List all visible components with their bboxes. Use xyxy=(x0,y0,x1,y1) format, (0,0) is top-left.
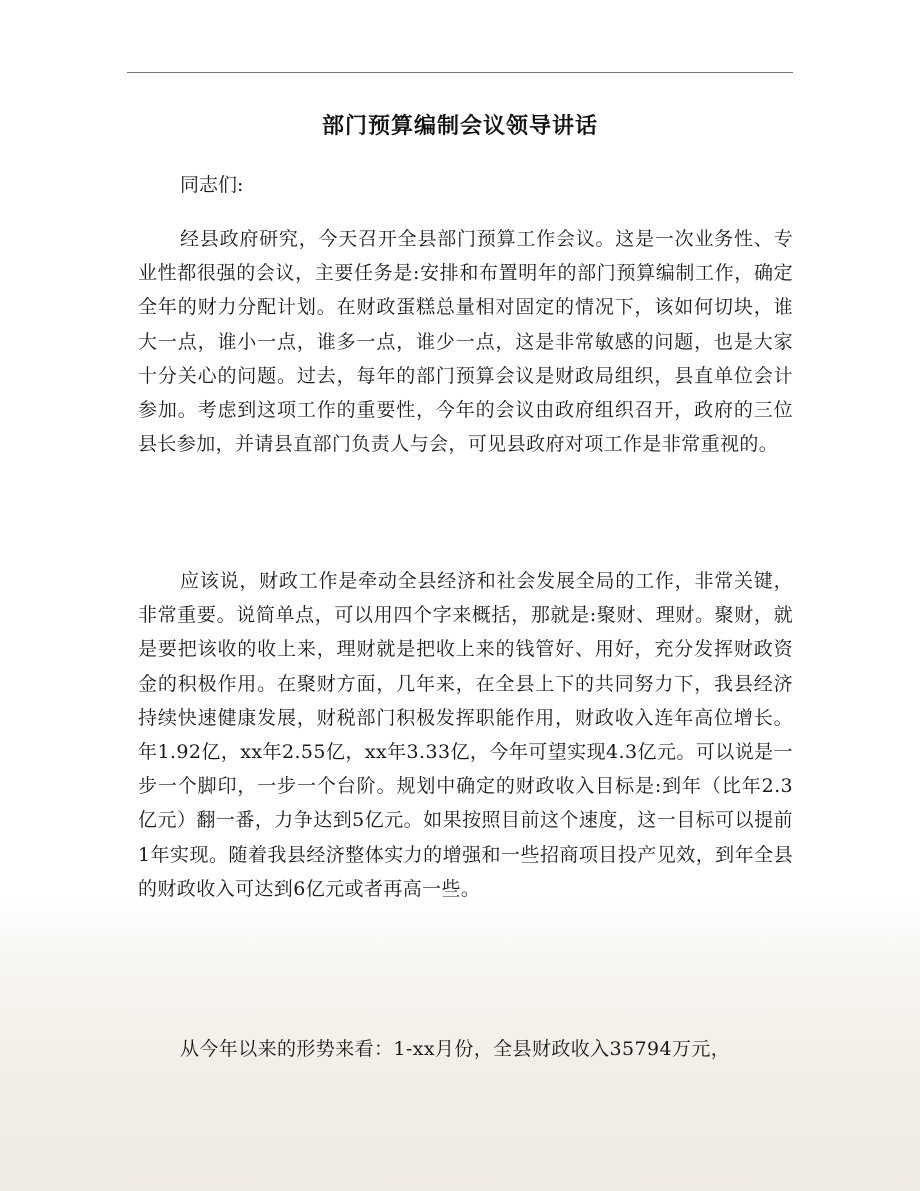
paragraph: 经县政府研究，今天召开全县部门预算工作会议。这是一次业务性、专业性都很强的会议，主要任务是:安排和布置明年的部门预算编制工作，确定全年的财力分配计划。在财政蛋糕总量相对固定的情况下，该如何切块，谁大一点，谁小一点，谁多一点，谁少一点，这是非常敏感的问题，也是大家十分关心的问题。过去，每年的部门预算会议是财政局组织，县直单位会计参加。考虑到这项工作的重要性，今年的会议由政府组织召开，政府的三位县长参加，并请县直部门负责人与会，可见县政府对项工作是非常重视的。 xyxy=(138,228,793,456)
paragraph: 从今年以来的形势来看：1-xx月份，全县财政收入35794万元， xyxy=(180,1038,731,1060)
document-title: 部门预算编制会议领导讲话 xyxy=(321,114,598,139)
paragraph: 应该说，财政工作是牵动全县经济和社会发展全局的工作，非常关键，非常重要。说简单点，可以用四个字来概括，那就是:聚财、理财。聚财，就是要把该收的收上来，理财就是把收上来的钱管好、用好，充分发挥财政资金的积极作用。在聚财方面，几年来，在全县上下的共同努力下，我县经济持续快速健康发展，财税部门积极发挥职能作用，财政收入连年高位增长。年1.92亿，xx年2.55亿，xx年3.33亿，今年可望实现4.3亿元。可以说是一步一个脚印，一步一个台阶。规划中确定的财政收入目标是:到年（比年2.3亿元）翻一番，力争达到5亿元。如果按照目前这个速度，这一目标可以提前1年实现。随着我县经济整体实力的增强和一些招商项目投产见效，到年全县的财政收入可达到6亿元或者再高一些。 xyxy=(138,570,793,900)
salutation: 同志们: xyxy=(180,174,244,196)
header-rule xyxy=(127,72,793,73)
